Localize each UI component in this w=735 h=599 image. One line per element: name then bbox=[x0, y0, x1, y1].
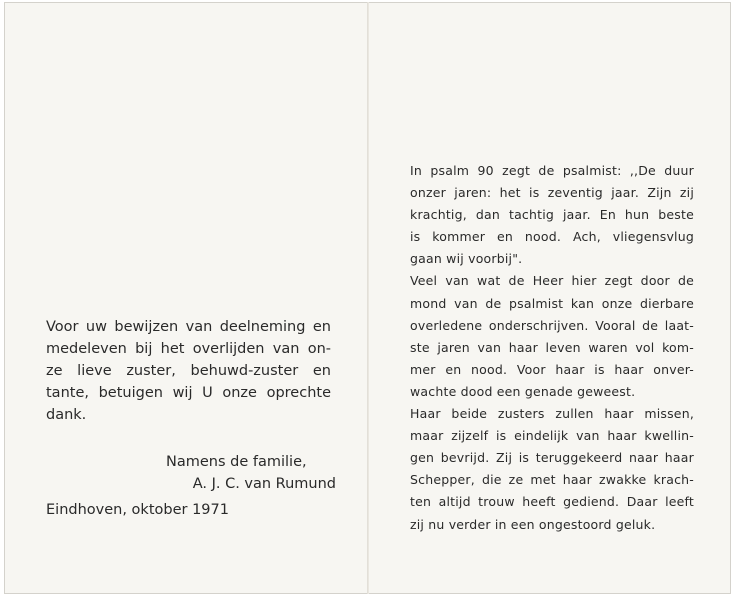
psalm-line: gaan wij voorbij". bbox=[410, 251, 523, 267]
thank-you-text bbox=[46, 316, 331, 426]
psalm-line: Haar beide zusters zullen haar missen, bbox=[410, 406, 694, 422]
psalm-line: onzer jaren: het is zeventig jaar. Zijn zij bbox=[410, 185, 694, 201]
psalm-line: is kommer en nood. Ach, vliegensvlug bbox=[410, 229, 694, 245]
card-fold bbox=[367, 2, 369, 594]
signature-line: Namens de familie, bbox=[166, 454, 307, 470]
thank-you-line: ze lieve zuster, behuwd-zuster en bbox=[46, 363, 331, 379]
psalm-line: Veel van wat de Heer hier zegt door de bbox=[410, 273, 694, 289]
psalm-line: maar zijzelf is eindelijk van haar kwellin- bbox=[410, 428, 694, 444]
signature-name: A. J. C. van Rumund bbox=[192, 476, 336, 492]
family-signature bbox=[166, 451, 336, 495]
thank-you-line: Voor uw bewijzen van deelneming en bbox=[46, 319, 331, 335]
psalm-line: Schepper, die ze met haar zwakke krach- bbox=[410, 472, 694, 488]
psalm-line: overledene onderschrijven. Vooral de laat- bbox=[410, 317, 694, 333]
psalm-line: gen bevrijd. Zij is teruggekeerd naar haar bbox=[410, 450, 694, 466]
psalm-line: ten altijd trouw heeft gediend. Daar leeft bbox=[410, 494, 694, 510]
psalm-line: wachte dood een genade geweest. bbox=[410, 383, 636, 399]
psalm-line: mond van de psalmist kan onze dierbare bbox=[410, 295, 694, 311]
psalm-line: krachtig, dan tachtig jaar. En hun beste bbox=[410, 207, 694, 223]
psalm-text bbox=[410, 160, 694, 536]
thank-you-line: medeleven bij het overlijden van on- bbox=[46, 341, 331, 357]
thank-you-line: dank. bbox=[46, 407, 87, 423]
psalm-line: zij nu verder in een ongestoord geluk. bbox=[410, 516, 656, 532]
psalm-line: mer en nood. Voor haar is haar onver- bbox=[410, 361, 694, 377]
thank-you-line: tante, betuigen wij U onze oprechte bbox=[46, 385, 331, 401]
psalm-line: ste jaren van haar leven waren vol kom- bbox=[410, 339, 694, 355]
place-date: Eindhoven, oktober 1971 bbox=[46, 502, 229, 518]
psalm-line: In psalm 90 zegt de psalmist: ,,De duur bbox=[410, 163, 694, 178]
